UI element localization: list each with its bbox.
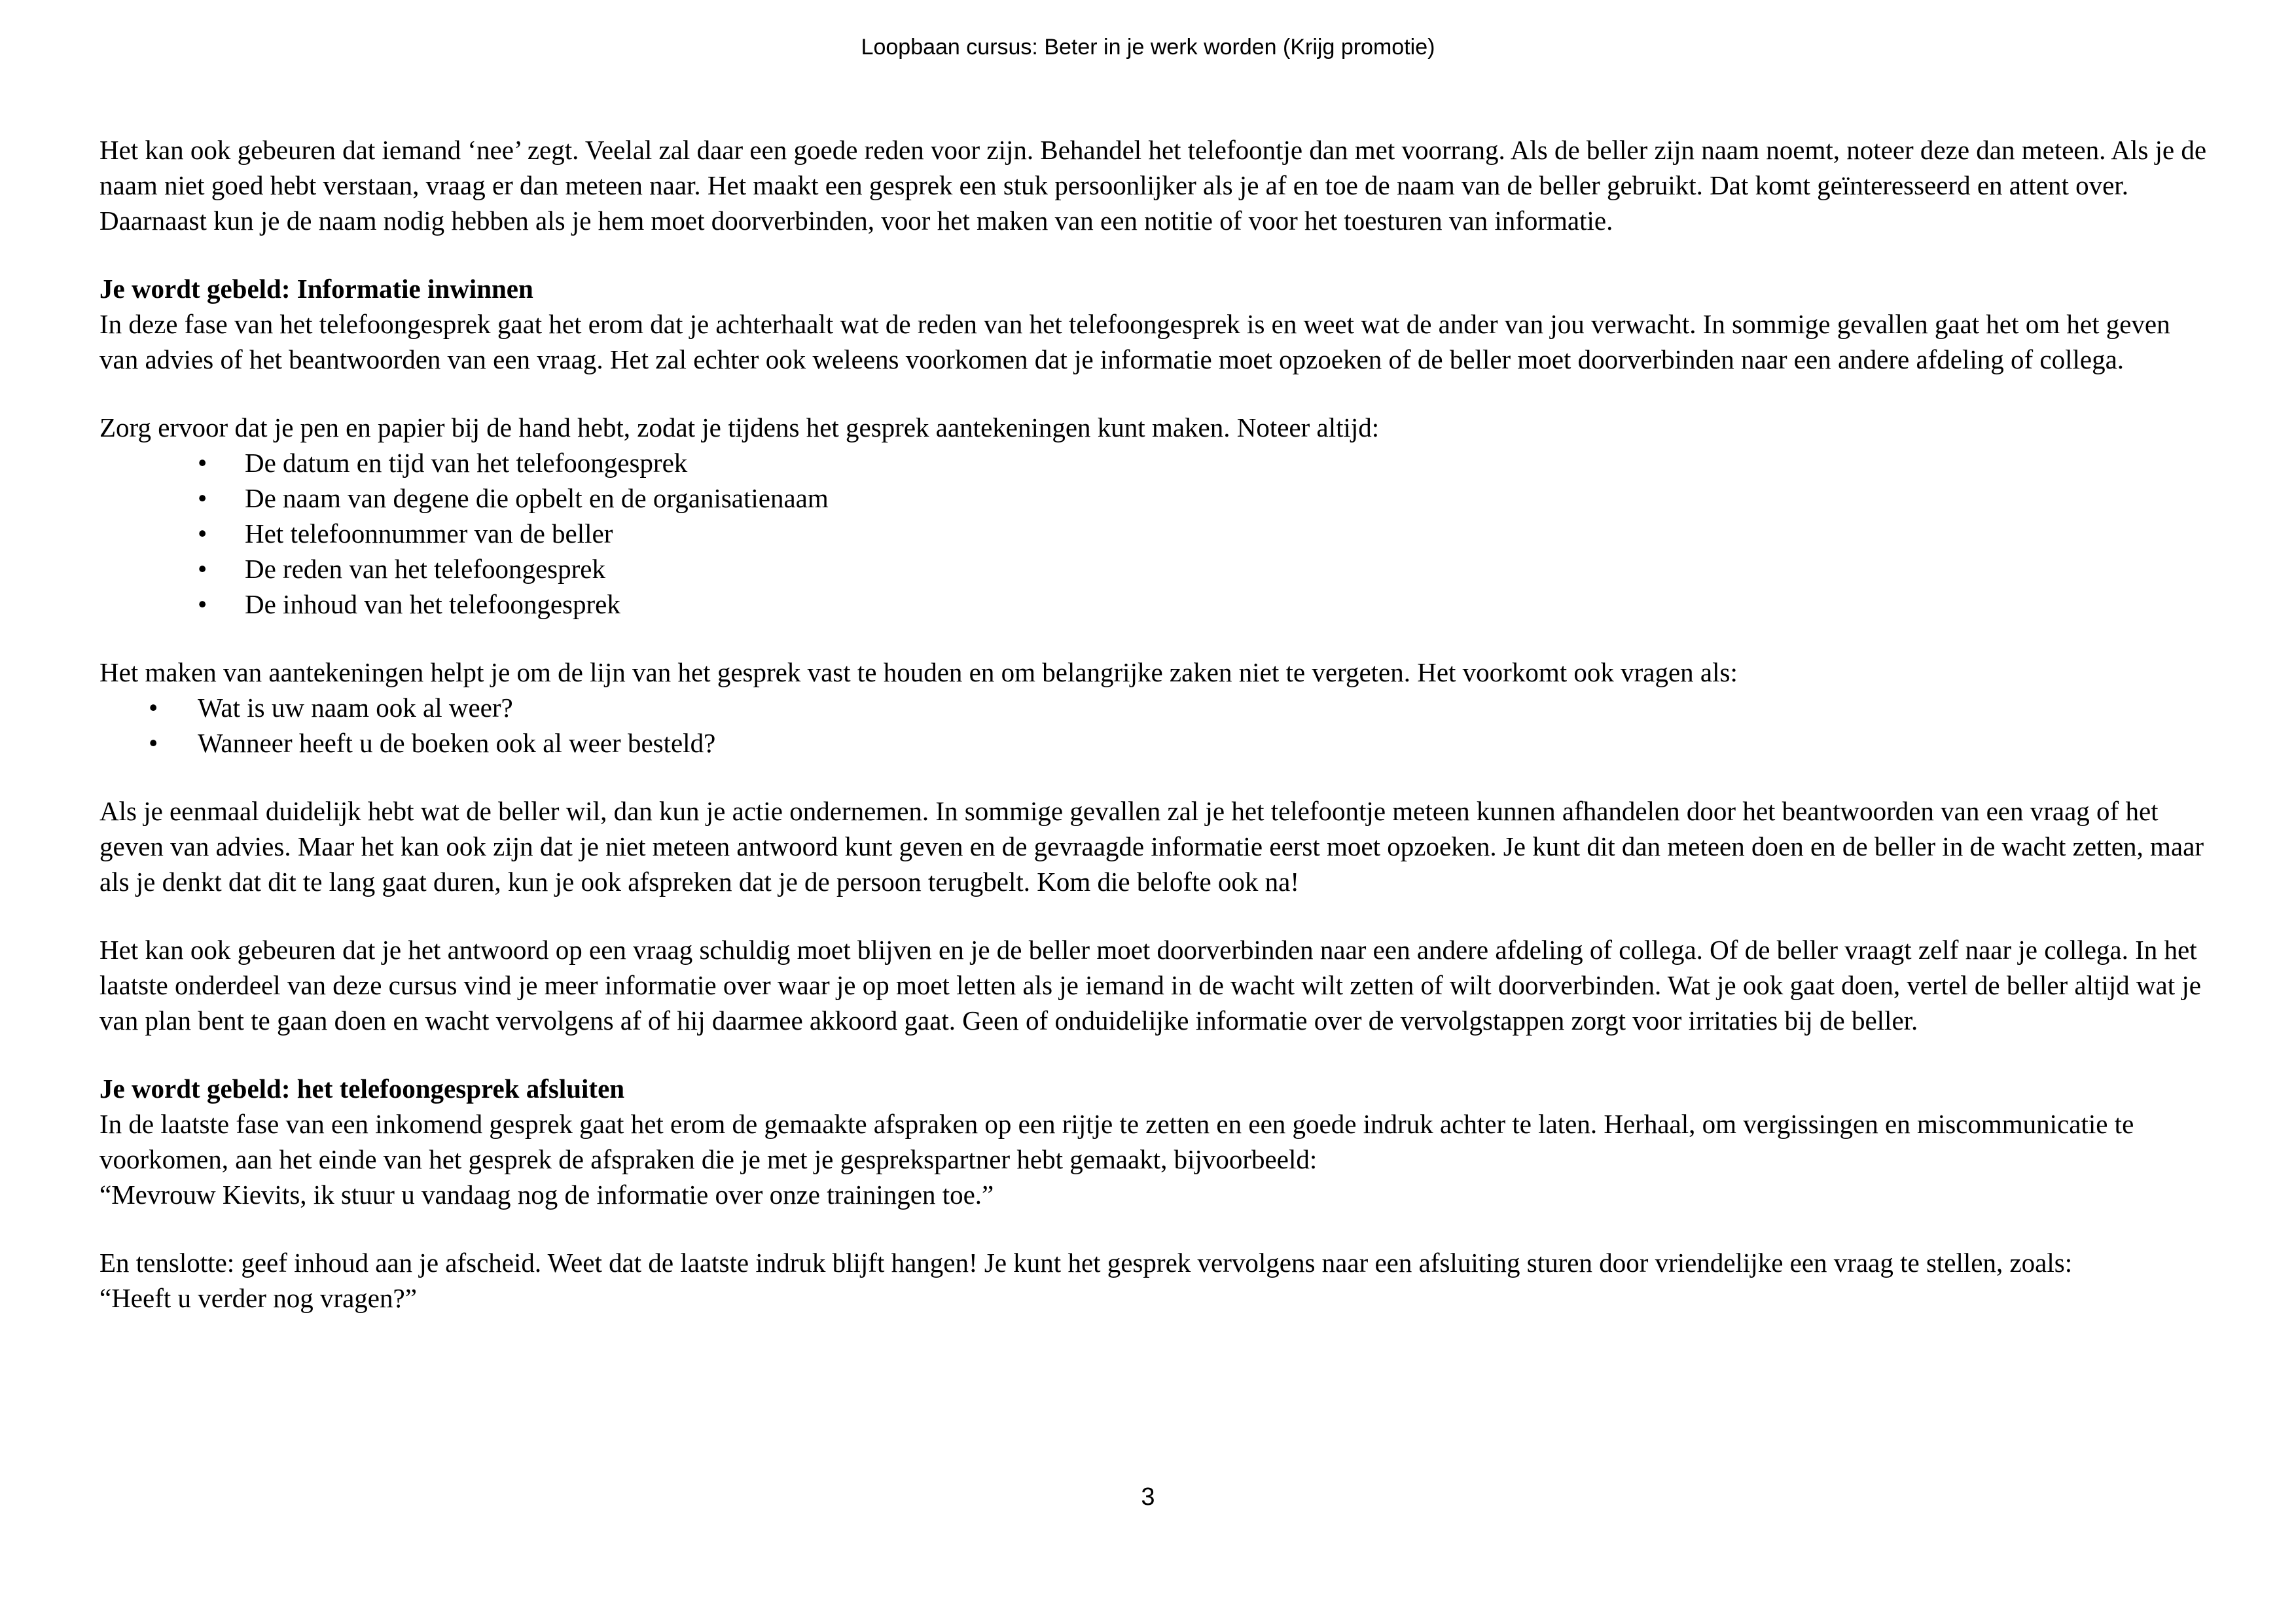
running-header: Loopbaan cursus: Beter in je werk worden (Krijg promotie) (861, 35, 1435, 60)
quote: “Mevrouw Kievits, ik stuur u vandaag nog de informatie over onze trainingen toe.” (99, 1180, 994, 1210)
page-body (99, 132, 2207, 1316)
list-item: • De naam van degene die opbelt en de organisatienaam (99, 480, 2207, 516)
list-item: • De datum en tijd van het telefoongesprek (99, 445, 2207, 480)
paragraph: Zorg ervoor dat je pen en papier bij de hand hebt, zodat je tijdens het gesprek aantekeningen kunt maken. Noteer altijd: (99, 412, 1380, 442)
section-heading-afsluiten: Je wordt gebeld: het telefoongesprek afsluiten (99, 1074, 625, 1104)
notes-list (99, 445, 2207, 622)
paragraph: En tenslotte: geef inhoud aan je afscheid. Weet dat de laatste indruk blijft hangen! Je kunt het gesprek vervolgens naar een afsluiting sturen door vriendelijke een vraag te stellen, zoals: (99, 1248, 2073, 1278)
list-item: • De inhoud van het telefoongesprek (99, 586, 2207, 622)
paragraph: Het kan ook gebeuren dat je het antwoord op een vraag schuldig moet blijven en je de beller moet doorverbinden naar een andere afdeling of collega. Of de beller vraagt zelf naar je collega. In het laatste onderdeel van deze cursus vind je meer informatie over waar je op moet letten als je iemand in de wacht wilt zetten of wilt doorverbinden. Wat je ook gaat doen, vertel de beller altijd wat je van plan bent te gaan doen en wacht vervolgens af of hij daarmee akkoord gaat. Geen of onduidelijke informatie over de vervolgstappen zorgt voor irritaties bij de beller. (99, 935, 2201, 1036)
list-item: • Het telefoonnummer van de beller (99, 516, 2207, 551)
list-item: • Wat is uw naam ook al weer? (99, 690, 2207, 725)
page-number: 3 (1141, 1483, 1155, 1511)
questions-list (99, 690, 2207, 761)
paragraph: Het kan ook gebeuren dat iemand ‘nee’ zegt. Veelal zal daar een goede reden voor zijn. Behandel het telefoontje dan met voorrang. Als de beller zijn naam noemt, noteer deze dan meteen. Als je de naam niet goed hebt verstaan, vraag er dan meteen naar. Het maakt een gesprek een stuk persoonlijker als je af en toe de naam van de beller gebruikt. Dat komt geïnteresseerd en attent over. Daarnaast kun je de naam nodig hebben als je hem moet doorverbinden, voor het maken van een notitie of voor het toesturen van informatie. (99, 135, 2207, 236)
paragraph: In de laatste fase van een inkomend gesprek gaat het erom de gemaakte afspraken op een rijtje te zetten en een goede indruk achter te laten. Herhaal, om vergissingen en miscommunicatie te voorkomen, aan het einde van het gesprek de afspraken die je met je gesprekspartner hebt gemaakt, bijvoorbeeld: (99, 1109, 2134, 1174)
section-heading-informatie-inwinnen: Je wordt gebeld: Informatie inwinnen (99, 274, 533, 304)
paragraph: Het maken van aantekeningen helpt je om de lijn van het gesprek vast te houden en om belangrijke zaken niet te vergeten. Het voorkomt ook vragen als: (99, 657, 1738, 687)
list-item: • Wanneer heeft u de boeken ook al weer besteld? (99, 725, 2207, 761)
list-item: • De reden van het telefoongesprek (99, 551, 2207, 586)
paragraph: Als je eenmaal duidelijk hebt wat de beller wil, dan kun je actie ondernemen. In sommige gevallen zal je het telefoontje meteen kunnen afhandelen door het beantwoorden van een vraag of het geven van advies. Maar het kan ook zijn dat je niet meteen antwoord kunt geven en de gevraagde informatie eerst moet opzoeken. Je kunt dit dan meteen doen en de beller in de wacht zetten, maar als je denkt dat dit te lang gaat duren, kun je ook afspreken dat je de persoon terugbelt. Kom die belofte ook na! (99, 796, 2204, 897)
quote: “Heeft u verder nog vragen?” (99, 1283, 417, 1313)
paragraph: In deze fase van het telefoongesprek gaat het erom dat je achterhaalt wat de reden van het telefoongesprek is en weet wat de ander van jou verwacht. In sommige gevallen gaat het om het geven van advies of het beantwoorden van een vraag. Het zal echter ook weleens voorkomen dat je informatie moet opzoeken of de beller moet doorverbinden naar een andere afdeling of collega. (99, 309, 2170, 374)
